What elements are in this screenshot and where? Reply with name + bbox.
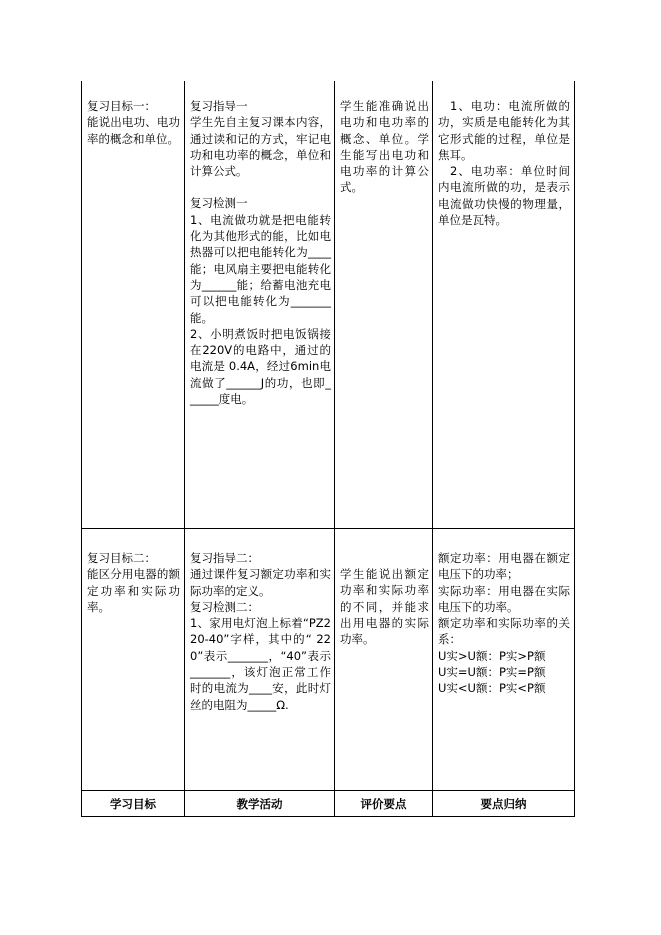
guide-2-text: 通过课件复习额定功率和实际功率的定义。	[190, 567, 331, 598]
summary-2-line-6: U实<U额：P实<P额	[438, 681, 546, 696]
summary-2-line-5: U实=U额：P实=P额	[438, 665, 546, 680]
summary-2-line-4: U实>U额：P实>P额	[438, 648, 546, 663]
row2-evaluation-cell	[340, 566, 429, 647]
row-divider-1	[81, 528, 575, 529]
column-divider-1	[184, 81, 185, 817]
check-2-question-1: 1、家用电灯泡上标着“PZ220-40”字样，其中的“ 220”表示_______，“40”表示_______，该灯泡正常工作时的电流为____安，此时灯丝的电阻为_____Ω.	[190, 616, 331, 712]
table-border-left	[81, 81, 82, 817]
summary-2-line-3: 额定功率和实际功率的关系：	[438, 616, 570, 647]
check-1-question-1: 1、电流做功就是把电能转化为其他形式的能，比如电热器可以把电能转化为____能；电风扇主要把电能转化为______能；给蓄电池充电可以把电能转化为_______能。	[190, 212, 331, 325]
row1-summary-cell	[438, 98, 570, 228]
row2-objective-cell	[87, 550, 180, 615]
objective-2-text: 能区分用电器的额定功率和实际功率。	[87, 567, 180, 614]
objective-2-title: 复习目标二：	[87, 551, 156, 565]
summary-2-line-2: 实际功率：用电器在实际电压下的功率。	[438, 583, 570, 614]
summary-1-point-1: 1、电功：电流所做的功，实质是电能转化为其它形式能的过程，单位是焦耳。	[438, 99, 570, 162]
table-border-right	[574, 81, 575, 817]
table-border-bottom	[81, 816, 575, 817]
header-activity: 教学活动	[236, 797, 283, 811]
header-evaluation: 评价要点	[360, 797, 407, 811]
row1-activity-cell	[190, 98, 331, 407]
summary-1-point-2: 2、电功率：单位时间内电流所做的功，是表示电流做功快慢的物理量，单位是瓦特。	[438, 164, 570, 228]
evaluation-2-text: 学生能说出额定功率和实际功率的不同，并能求出用电器的实际功率。	[340, 567, 429, 647]
summary-2-line-1: 额定功率：用电器在额定电压下的功率；	[438, 551, 570, 582]
objective-1-text: 能说出电功、电功率的概念和单位。	[87, 115, 180, 146]
row-divider-2	[81, 790, 575, 791]
header-summary: 要点归纳	[480, 797, 527, 811]
check-2-title: 复习检测二：	[190, 599, 259, 614]
objective-1-title: 复习目标一：	[87, 99, 156, 113]
row1-evaluation-cell	[340, 98, 429, 196]
header-objective: 学习目标	[110, 797, 156, 811]
row2-summary-cell	[438, 550, 570, 697]
check-1-question-2: 2、小明煮饭时把电饭锅接在220V的电路中，通过的电流是 0.4A，经过6min电流做了______J的功，也即______度电。	[190, 326, 331, 407]
guide-1-title: 复习指导一	[190, 99, 248, 113]
guide-1-text: 学生先自主复习课本内容，通过读和记的方式，牢记电功和电功率的概念，单位和计算公式。	[190, 115, 331, 179]
guide-2-title: 复习指导二：	[190, 551, 259, 565]
check-1-title: 复习检测一	[190, 196, 248, 211]
column-divider-2	[334, 81, 335, 817]
row2-activity-cell	[190, 550, 331, 713]
evaluation-1-text: 学生能准确说出电功和电功率的概念、单位。学生能写出电功和电功率的计算公式。	[340, 99, 429, 195]
column-divider-3	[432, 81, 433, 817]
row1-objective-cell	[87, 98, 180, 147]
